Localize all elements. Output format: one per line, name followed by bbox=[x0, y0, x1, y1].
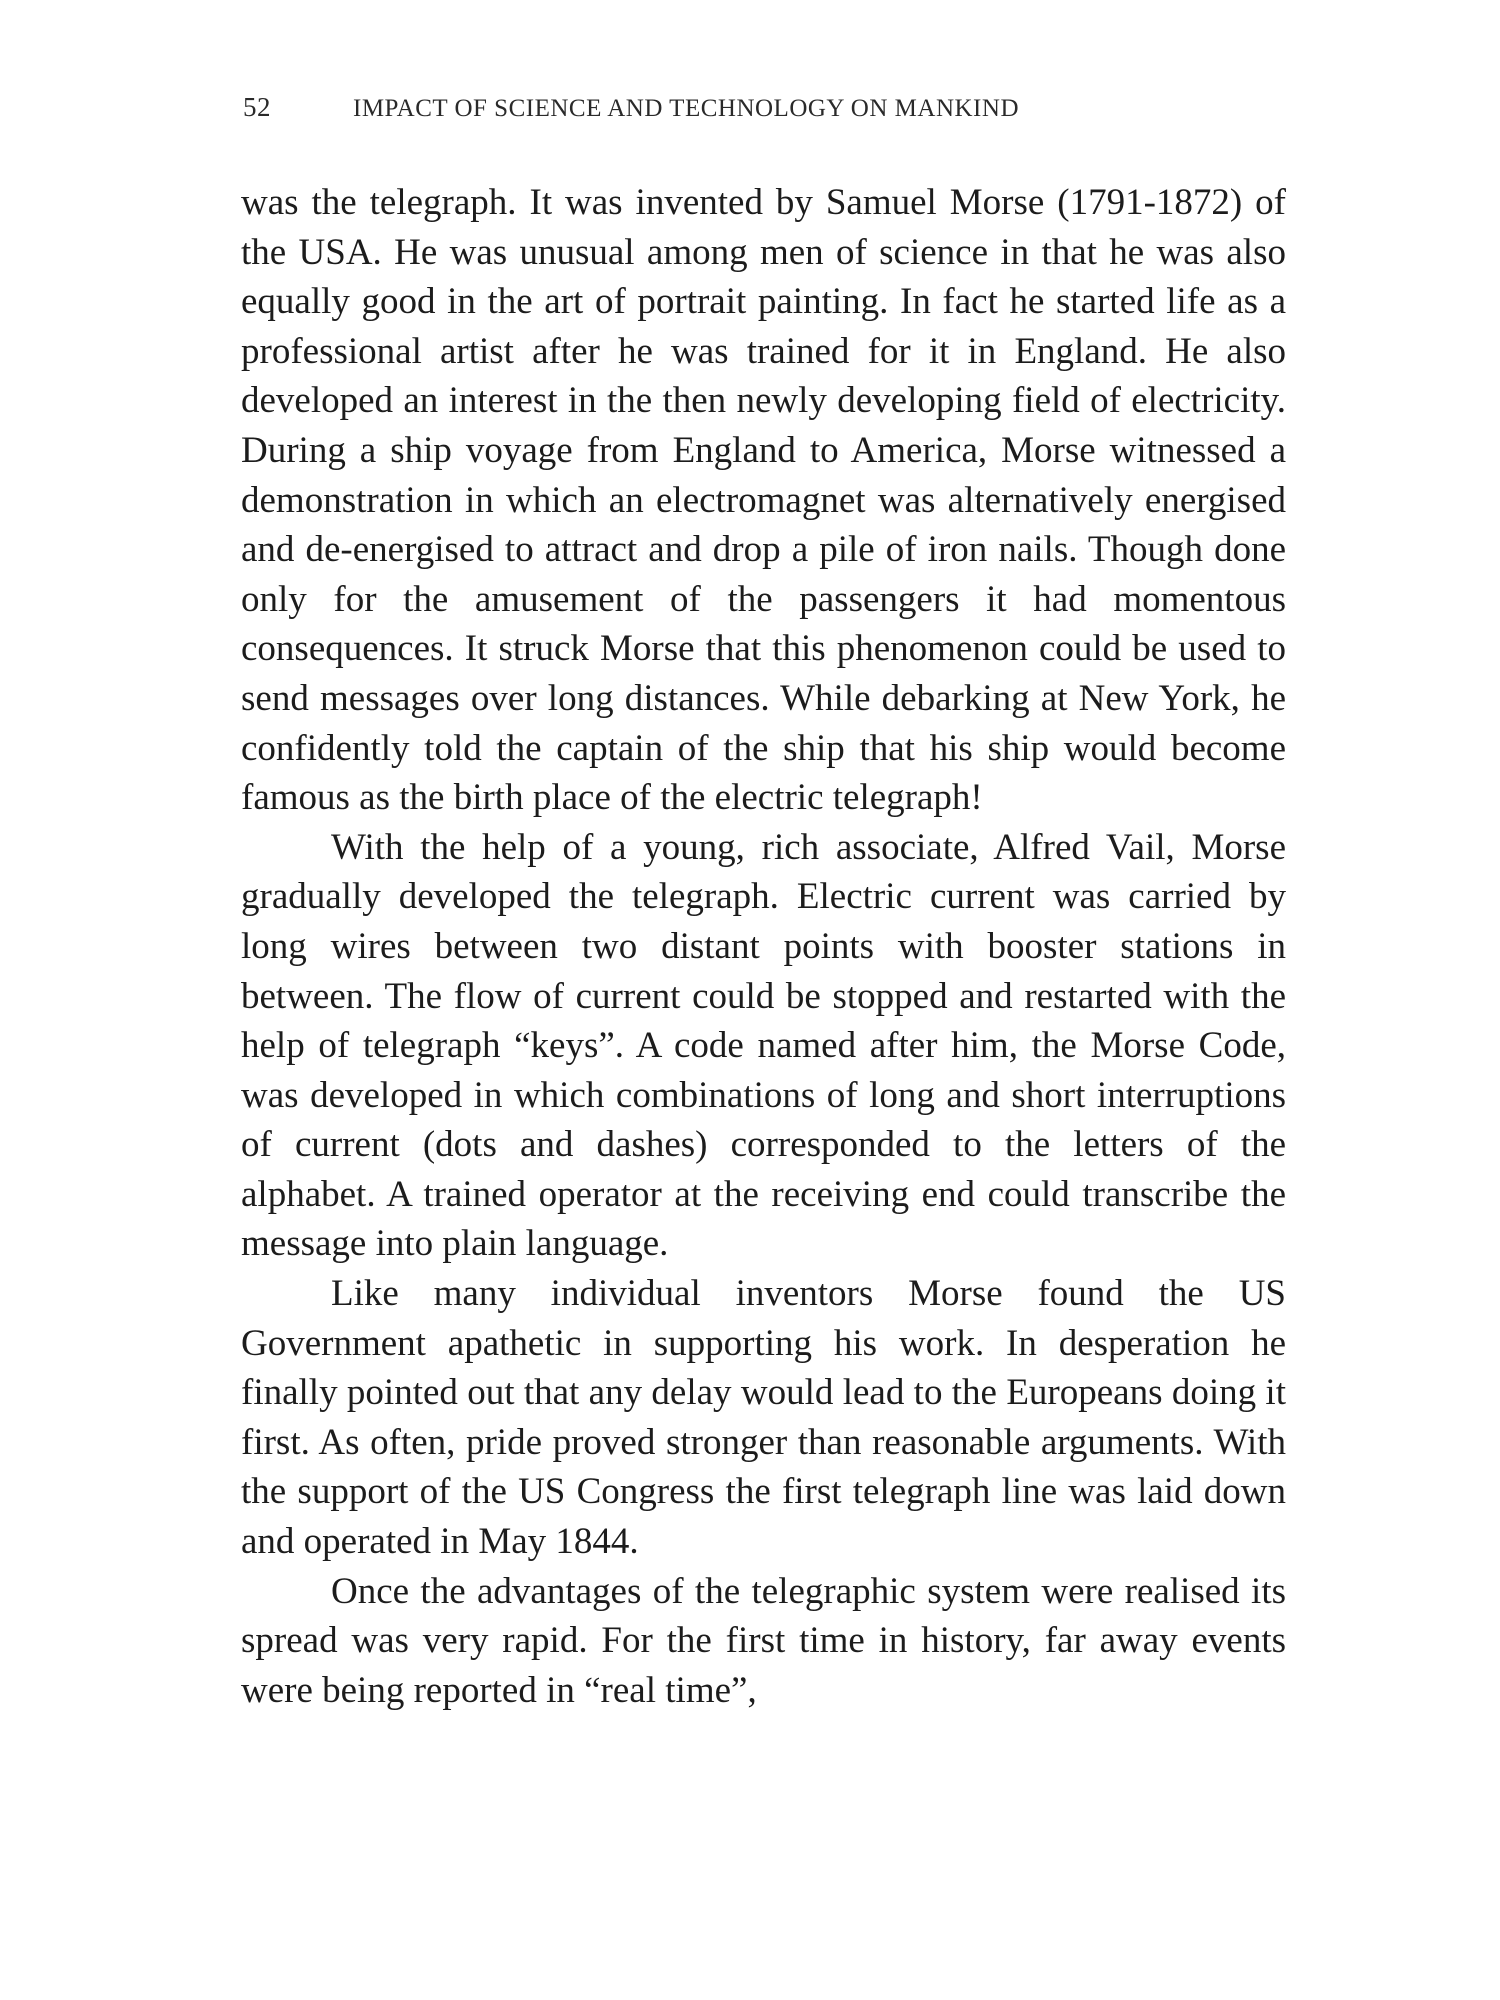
running-head bbox=[243, 92, 1283, 123]
page-number: 52 bbox=[243, 92, 271, 122]
paragraph: Once the advantages of the telegraphic system were realised its spread was very rapid. For the first time in history, far away events were being reported in “real time”, bbox=[241, 1570, 1286, 1711]
paragraph: Like many individual inventors Morse found the US Government apathetic in supporting his work. In desperation he finally pointed out that any delay would lead to the Europeans doing it first. As often, pride proved stronger than reasonable arguments. With the support of the US Congress the first telegraph line was laid down and operated in May 1844. bbox=[241, 1273, 1286, 1563]
body-text bbox=[241, 178, 1286, 1715]
paragraph: With the help of a young, rich associate, Alfred Vail, Morse gradually developed the telegraph. Electric current was carried by long wires between two distant points with booster stations in between. The flow of current could be stopped and restarted with the help of telegraph “keys”. A code named after him, the Morse Code, was developed in which combinations of long and short interruptions of current (dots and dashes) corresponded to the letters of the alphabet. A trained operator at the receiving end could transcribe the message into plain language. bbox=[241, 826, 1286, 1265]
paragraph-continued: was the telegraph. It was invented by Samuel Morse (1791-1872) of the USA. He was unusual among men of science in that he was also equally good in the art of portrait painting. In fact he started life as a professional artist after he was trained for it in England. He also developed an interest in the then newly developing field of electricity. During a ship voyage from England to America, Morse witnessed a demonstration in which an electromagnet was alternatively energised and de-energised to attract and drop a pile of iron nails. Though done only for the amusement of the passengers it had momentous consequences. It struck Morse that this phenomenon could be used to send messages over long distances. While debarking at New York, he confidently told the captain of the ship that his ship would become famous as the birth place of the electric telegraph! bbox=[241, 182, 1286, 819]
running-title: IMPACT OF SCIENCE AND TECHNOLOGY ON MANKIND bbox=[353, 95, 1019, 122]
